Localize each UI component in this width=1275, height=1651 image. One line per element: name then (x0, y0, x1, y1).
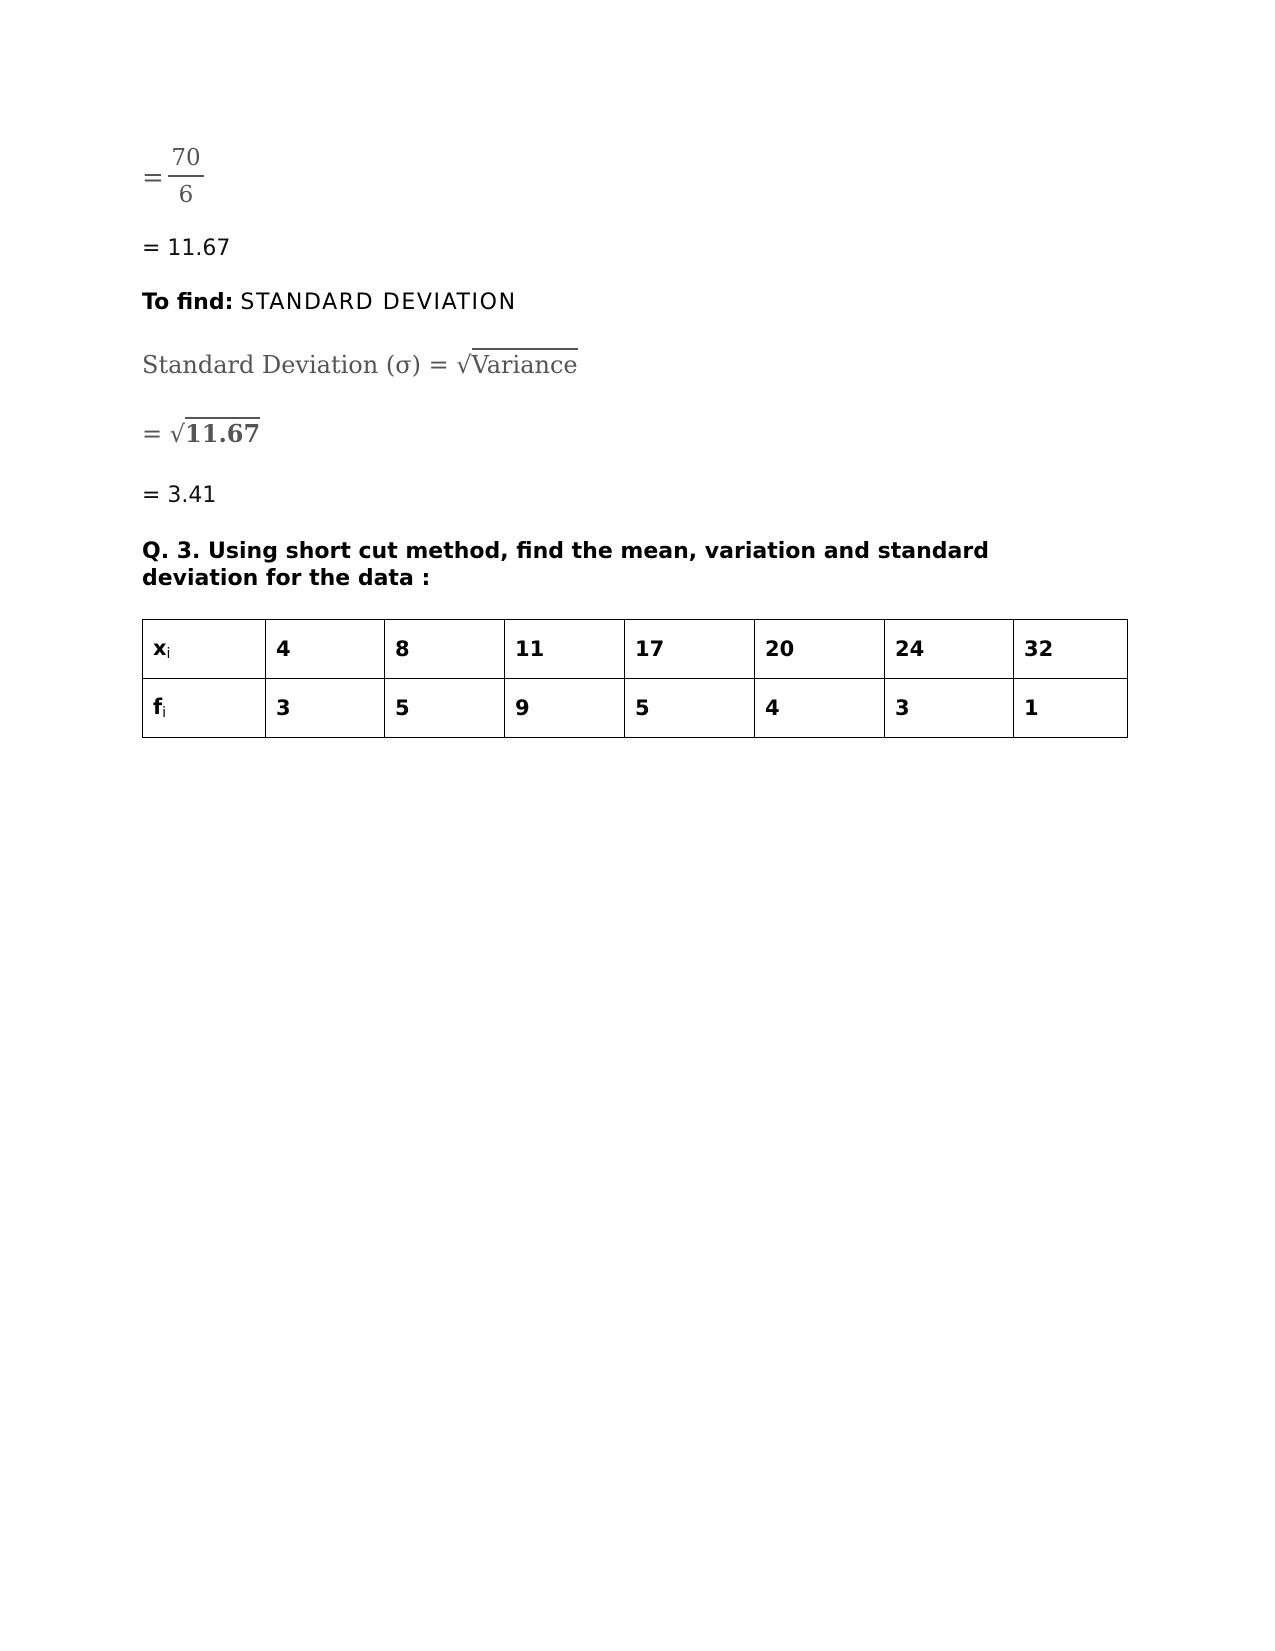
row-label-x: $x_i$ (143, 620, 266, 679)
to-find-text: STANDARD DEVIATION (240, 290, 517, 315)
fraction-numerator: 70 (171, 145, 201, 171)
sd-formula-lhs: Standard Deviation (σ) = (142, 351, 457, 379)
sd-result-line: = 3.41 (142, 483, 217, 508)
sd-formula (142, 348, 578, 381)
variance-result-line: = 11.67 (142, 236, 231, 261)
sqrt-radicand: Variance (472, 348, 578, 379)
table-cell: 4 (266, 620, 385, 679)
table-cell: 24 (885, 620, 1014, 679)
table-cell: 5 (625, 679, 755, 738)
table-cell: 3 (885, 679, 1014, 738)
sqrt-variance (456, 348, 577, 381)
to-find-line (142, 289, 517, 317)
sd-substitution (142, 417, 260, 450)
table-cell: 8 (385, 620, 505, 679)
table-cell: 32 (1014, 620, 1128, 679)
table-cell: 4 (755, 679, 885, 738)
radical-sign-icon: √ (456, 351, 472, 379)
table-cell: 3 (266, 679, 385, 738)
table-row-f (143, 679, 1128, 738)
sqrt-11-67 (170, 417, 260, 450)
table-cell: 17 (625, 620, 755, 679)
fraction-70-over-6 (166, 144, 206, 209)
fraction-equals-sign: = (142, 163, 164, 193)
radical-sign-icon: √ (169, 420, 186, 448)
fraction-denominator: 6 (178, 182, 194, 208)
data-table (142, 619, 1128, 738)
sqrt-radicand: 11.67 (185, 419, 261, 448)
fraction-bar (168, 175, 204, 177)
sd-substitution-lhs: = (142, 420, 170, 448)
table-cell: 5 (385, 679, 505, 738)
table-row-x (143, 620, 1128, 679)
table-cell: 11 (505, 620, 625, 679)
question-3: Q. 3. Using short cut method, find the mean, variation and standard deviation for the data : (142, 539, 989, 591)
table-cell: 9 (505, 679, 625, 738)
to-find-label: To find: (142, 290, 234, 315)
table-cell: 20 (755, 620, 885, 679)
table-cell: 1 (1014, 679, 1128, 738)
row-label-f: $f_i$ (143, 679, 266, 738)
